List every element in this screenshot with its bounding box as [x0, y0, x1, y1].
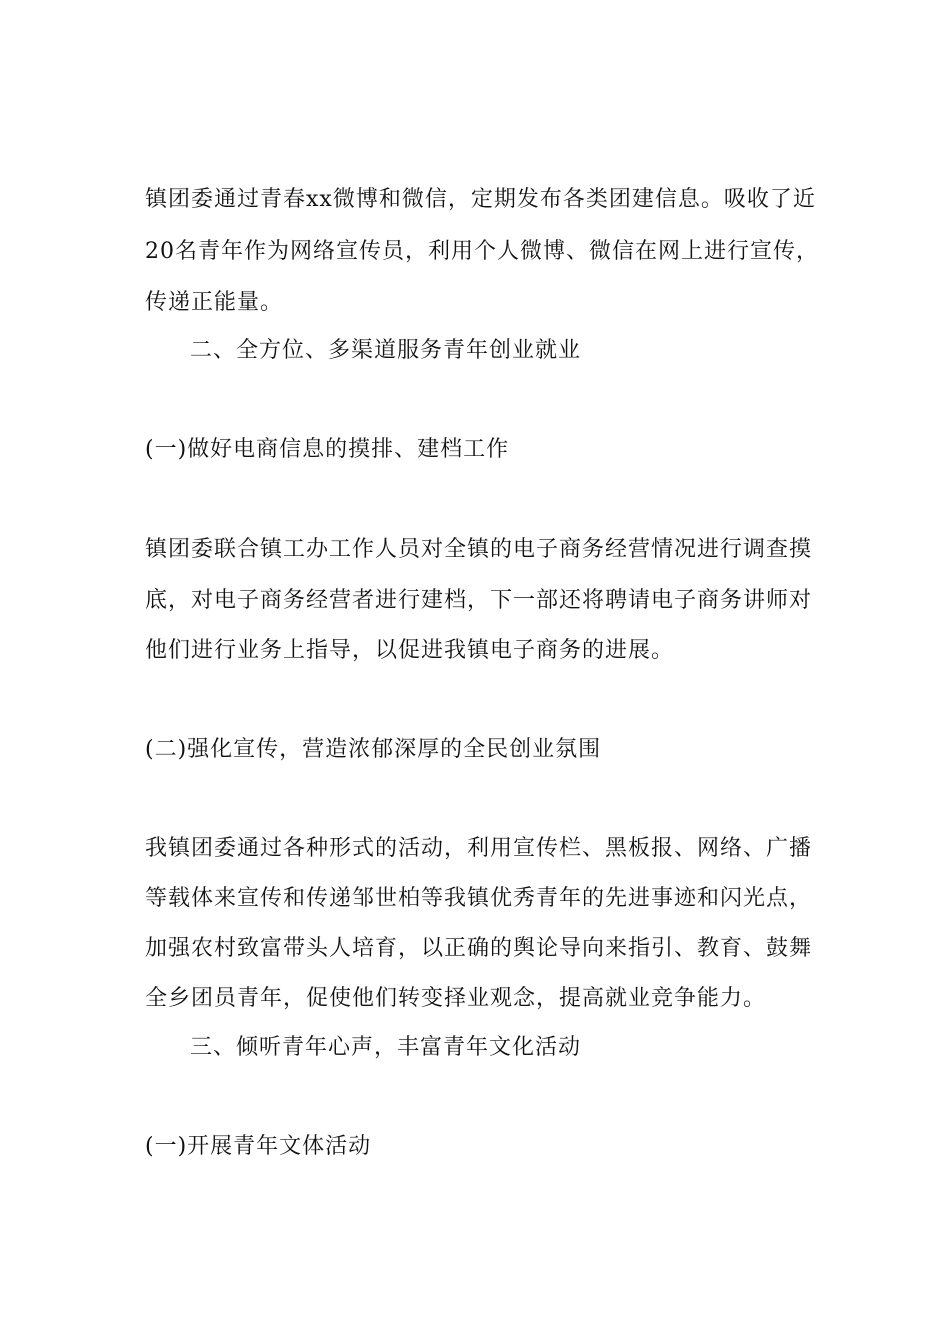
section-heading: 二、全方位、多渠道服务青年创业就业 — [190, 338, 582, 363]
paragraph-line: 镇团委联合镇工办工作人员对全镇的电子商务经营情况进行调查摸 — [145, 537, 813, 562]
paragraph-line: 加强农村致富带头人培育，以正确的舆论导向来指引、教育、鼓舞 — [145, 936, 813, 961]
paragraph-line: 镇团委通过青春xx微博和微信，定期发布各类团建信息。吸收了近 — [145, 187, 816, 212]
paragraph-line: 他们进行业务上指导，以促进我镇电子商务的进展。 — [145, 638, 675, 663]
paragraph-line: 20名青年作为网络宣传员，利用个人微博、微信在网上进行宣传， — [145, 239, 819, 264]
subsection-heading: (一)做好电商信息的摸排、建档工作 — [145, 437, 510, 462]
section-heading: 三、倾听青年心声，丰富青年文化活动 — [190, 1035, 582, 1060]
paragraph-line: 等载体来宣传和传递邹世柏等我镇优秀青年的先进事迹和闪光点， — [145, 886, 813, 911]
paragraph-line: 传递正能量。 — [145, 290, 284, 315]
paragraph-line: 全乡团员青年，促使他们转变择业观念，提高就业竞争能力。 — [145, 986, 767, 1011]
paragraph-line: 底，对电子商务经营者进行建档，下一部还将聘请电子商务讲师对 — [145, 588, 813, 613]
paragraph-line: 我镇团委通过各种形式的活动，利用宣传栏、黑板报、网络、广播 — [145, 836, 813, 861]
subsection-heading: (二)强化宣传，营造浓郁深厚的全民创业氛围 — [145, 737, 602, 762]
subsection-heading: (一)开展青年文体活动 — [145, 1134, 372, 1159]
